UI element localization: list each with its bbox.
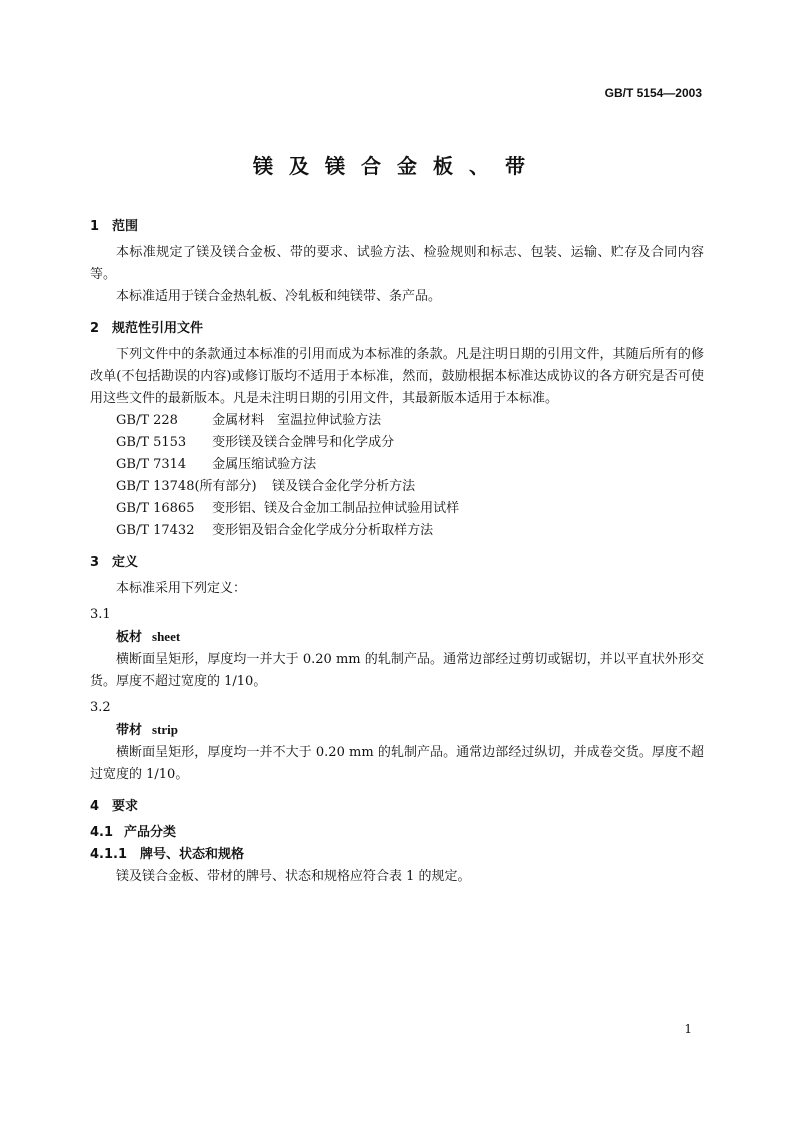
section-title: 牌号、状态和规格 [140,847,245,862]
reference-title: 变形镁及镁合金牌号和化学成分 [212,435,395,450]
paragraph: 本标准采用下列定义： [116,581,247,596]
reference-item [90,476,704,498]
standard-code: GB/T 5154—2003 [604,86,702,100]
reference-code: GB/T 13748(所有部分) [116,479,257,494]
paragraph: 本标准规定了镁及镁合金板、带的要求、试验方法、检验规则和标志、包装、运输、贮存及合同内容等。 [90,245,704,282]
section-title: 产品分类 [124,825,177,840]
section-number: 4.1 [90,825,114,840]
reference-item [90,520,704,542]
term-heading [90,719,704,742]
term-english: sheet [152,629,181,644]
subsection-4-1-1-heading [90,844,704,866]
term-chinese: 带材 [116,723,143,738]
reference-item [90,410,704,432]
section-title: 定义 [112,555,139,570]
document-body [90,216,704,888]
section-number: 1 [90,219,100,234]
section-number: 3 [90,555,100,570]
section-4-heading [90,796,704,818]
paragraph: 镁及镁合金板、带材的牌号、状态和规格应符合表 1 的规定。 [116,869,471,884]
reference-title: 金属材料 室温拉伸试验方法 [212,413,382,428]
section-3-heading [90,552,704,574]
page-number: 1 [684,1022,692,1036]
clause-number: 3.1 [90,607,111,622]
term-chinese: 板材 [116,630,143,645]
section-2-heading [90,318,704,340]
reference-code: GB/T 5153 [116,435,187,450]
reference-item [90,454,704,476]
paragraph: 下列文件中的条款通过本标准的引用而成为本标准的条款。凡是注明日期的引用文件，其随后所有的修改单(不包括勘误的内容)或修订版均不适用于本标准，然而，鼓励根据本标准达成协议的各方研究是否可使用这些文件的最新版本。凡是未注明日期的引用文件，其最新版本适用于本标准。 [90,347,704,406]
reference-code: GB/T 17432 [116,523,195,538]
section-number: 4.1.1 [90,847,128,862]
reference-code: GB/T 7314 [116,457,187,472]
reference-title: 镁及镁合金化学分析方法 [272,479,416,494]
section-title: 规范性引用文件 [112,321,204,336]
subsection-4-1-heading [90,822,704,844]
reference-title: 变形铝及铝合金化学成分分析取样方法 [212,523,434,538]
clause-number: 3.2 [90,700,111,715]
section-title: 要求 [112,799,139,814]
reference-item [90,498,704,520]
definition-text: 横断面呈矩形，厚度均一并不大于 0.20 mm 的轧制产品。通常边部经过纵切，并成卷交货。厚度不超过宽度的 1/10。 [90,745,704,782]
section-number: 4 [90,799,100,814]
paragraph: 本标准适用于镁合金热轧板、冷轧板和纯镁带、条产品。 [116,289,442,304]
section-number: 2 [90,321,100,336]
reference-title: 变形铝、镁及合金加工制品拉伸试验用试样 [212,501,460,516]
reference-code: GB/T 228 [116,413,178,428]
reference-title: 金属压缩试验方法 [212,457,317,472]
term-english: strip [152,722,179,737]
reference-item [90,432,704,454]
term-heading [90,626,704,649]
section-1-heading [90,216,704,238]
reference-code: GB/T 16865 [116,501,195,516]
section-title: 范围 [112,219,139,234]
definition-text: 横断面呈矩形，厚度均一并大于 0.20 mm 的轧制产品。通常边部经过剪切或锯切，并以平直状外形交货。厚度不超过宽度的 1/10。 [90,652,704,689]
document-title: 镁及镁合金板、带 [253,154,541,178]
